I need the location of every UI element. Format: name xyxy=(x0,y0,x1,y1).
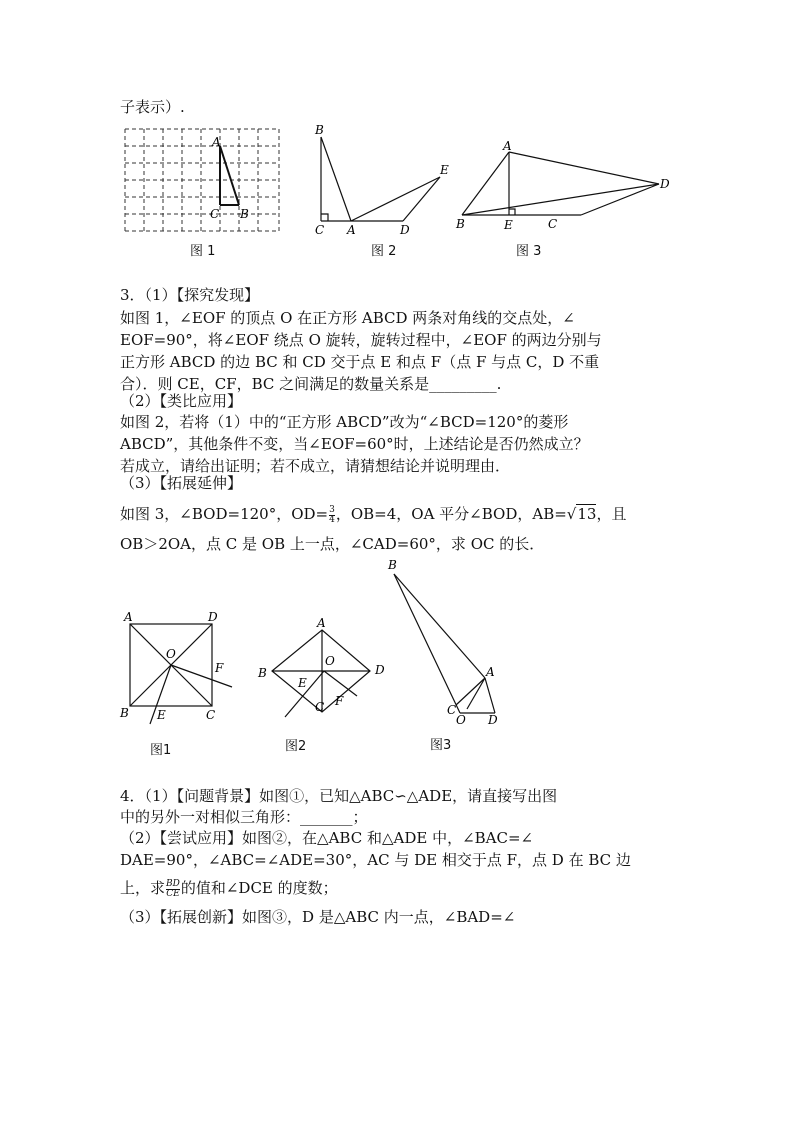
label-e: E xyxy=(440,163,449,177)
mid-figure-3-caption: 图3 xyxy=(430,738,452,753)
q3-line-7: 若成立，请给出证明；若不成立，请猜想结论并说明理由． xyxy=(120,457,511,475)
label-o: O xyxy=(325,654,335,668)
label-c: C xyxy=(548,217,558,231)
q3-line-4: 合）．则 CE，CF，BC 之间满足的数量关系是_________. xyxy=(120,375,502,393)
fraction-bd-over-ce xyxy=(166,880,180,899)
label-b: B xyxy=(120,706,129,720)
top-figure-2-caption: 图 2 xyxy=(371,244,397,259)
label-b: B xyxy=(388,558,397,572)
q4-line-1: 4．（1）【问题背景】如图①，已知△ABC∽△ADE，请直接写出图 xyxy=(120,787,558,805)
q3-line-6: ABCD”，其他条件不变，当∠EOF=60°时，上述结论是否仍然成立？ xyxy=(120,435,589,453)
q3-part3-heading: （3）【拓展延伸】 xyxy=(120,474,243,492)
label-a: A xyxy=(124,610,133,624)
top-figure-1-caption: 图 1 xyxy=(190,244,216,259)
q4-line-5-start: 上，求 xyxy=(120,879,166,897)
mid-figure-2 xyxy=(255,614,395,724)
q3-line-1: 如图 1，∠EOF 的顶点 O 在正方形 ABCD 两条对角线的交点处，∠ xyxy=(120,309,575,327)
label-e: E xyxy=(298,676,307,690)
label-d: D xyxy=(208,610,218,624)
mid-figure-1-caption: 图1 xyxy=(150,743,172,758)
label-d: D xyxy=(660,177,670,191)
mid-figure-1 xyxy=(118,608,240,738)
intro-tail-text: 子表示）. xyxy=(120,98,185,116)
label-e: E xyxy=(157,708,166,722)
q3-line-2: EOF=90°，将∠EOF 绕点 O 旋转，旋转过程中，∠EOF 的两边分别与 xyxy=(120,331,602,349)
label-c: C xyxy=(315,223,325,237)
q3-part2-heading: （2）【类比应用】 xyxy=(120,392,243,410)
top-figure-3 xyxy=(452,136,678,236)
label-c: C xyxy=(210,207,220,221)
fraction-denominator: CE xyxy=(166,888,180,899)
label-d: D xyxy=(400,223,410,237)
q3-part1-heading: 3．（1）【探究发现】 xyxy=(120,286,260,304)
q4-line-6: （3）【拓展创新】如图③，D 是△ABC 内一点，∠BAD=∠ xyxy=(120,908,516,926)
q4-line-5-end: 的值和∠DCE 的度数； xyxy=(180,879,338,897)
label-b: B xyxy=(240,207,249,221)
q4-line-2: 中的另外一对相似三角形：_______； xyxy=(120,808,368,826)
q3-line-8-start: 如图 3，∠BOD=120°，OD= xyxy=(120,505,329,523)
q3-line-9: OB＞2OA，点 C 是 OB 上一点，∠CAD=60°，求 OC 的长． xyxy=(120,535,545,553)
sqrt-value: 13 xyxy=(577,505,597,523)
segment-ab xyxy=(220,146,239,205)
label-d: D xyxy=(375,663,385,677)
q4-line-4: DAE=90°，∠ABC=∠ADE=30°，AC 与 DE 相交于点 F，点 D 在 BC 边 xyxy=(120,851,631,869)
label-f: F xyxy=(335,694,344,708)
fraction-numerator: 3 xyxy=(329,504,335,515)
label-a: A xyxy=(317,616,326,630)
fraction-denominator: 4 xyxy=(329,514,335,525)
label-d: D xyxy=(488,713,498,727)
label-o: O xyxy=(456,713,466,727)
label-o: O xyxy=(166,647,176,661)
q3-line-5: 如图 2，若将（1）中的“正方形 ABCD”改为“∠BCD=120°的菱形 xyxy=(120,413,569,431)
top-figure-2 xyxy=(308,122,458,240)
fraction-three-quarters xyxy=(329,506,335,525)
label-b: B xyxy=(258,666,267,680)
label-b: B xyxy=(315,123,324,137)
q4-line-5 xyxy=(120,877,338,899)
label-c: C xyxy=(447,703,457,717)
label-e: E xyxy=(504,218,513,232)
top-figure-1 xyxy=(122,126,282,238)
top-figure-3-caption: 图 3 xyxy=(516,244,542,259)
label-c: C xyxy=(206,708,216,722)
label-a: A xyxy=(486,665,495,679)
q3-line-8: 如图 3，∠BOD=120°，OD= $\frac{3}{4}$ ，OB=4，OA 平分∠BOD，AB=√13，且 xyxy=(120,504,627,525)
label-c: C xyxy=(315,700,325,714)
q4-line-3: （2）【尝试应用】如图②，在△ABC 和△ADE 中，∠BAC=∠ xyxy=(120,829,534,847)
mid-figure-2-caption: 图2 xyxy=(285,739,307,754)
label-a: A xyxy=(212,135,221,149)
mid-figure-3 xyxy=(382,556,512,736)
q3-line-3: 正方形 ABCD 的边 BC 和 CD 交于点 E 和点 F（点 F 与点 C，D 不重 xyxy=(120,353,600,371)
label-a: A xyxy=(503,139,512,153)
q3-line-8-mid: ，OB=4，OA 平分∠BOD，AB= xyxy=(335,505,567,523)
label-a: A xyxy=(347,223,356,237)
label-f: F xyxy=(215,661,224,675)
q3-line-8-end: ，且 xyxy=(596,505,627,523)
label-b: B xyxy=(456,217,465,231)
fraction-numerator: BD xyxy=(166,878,180,889)
